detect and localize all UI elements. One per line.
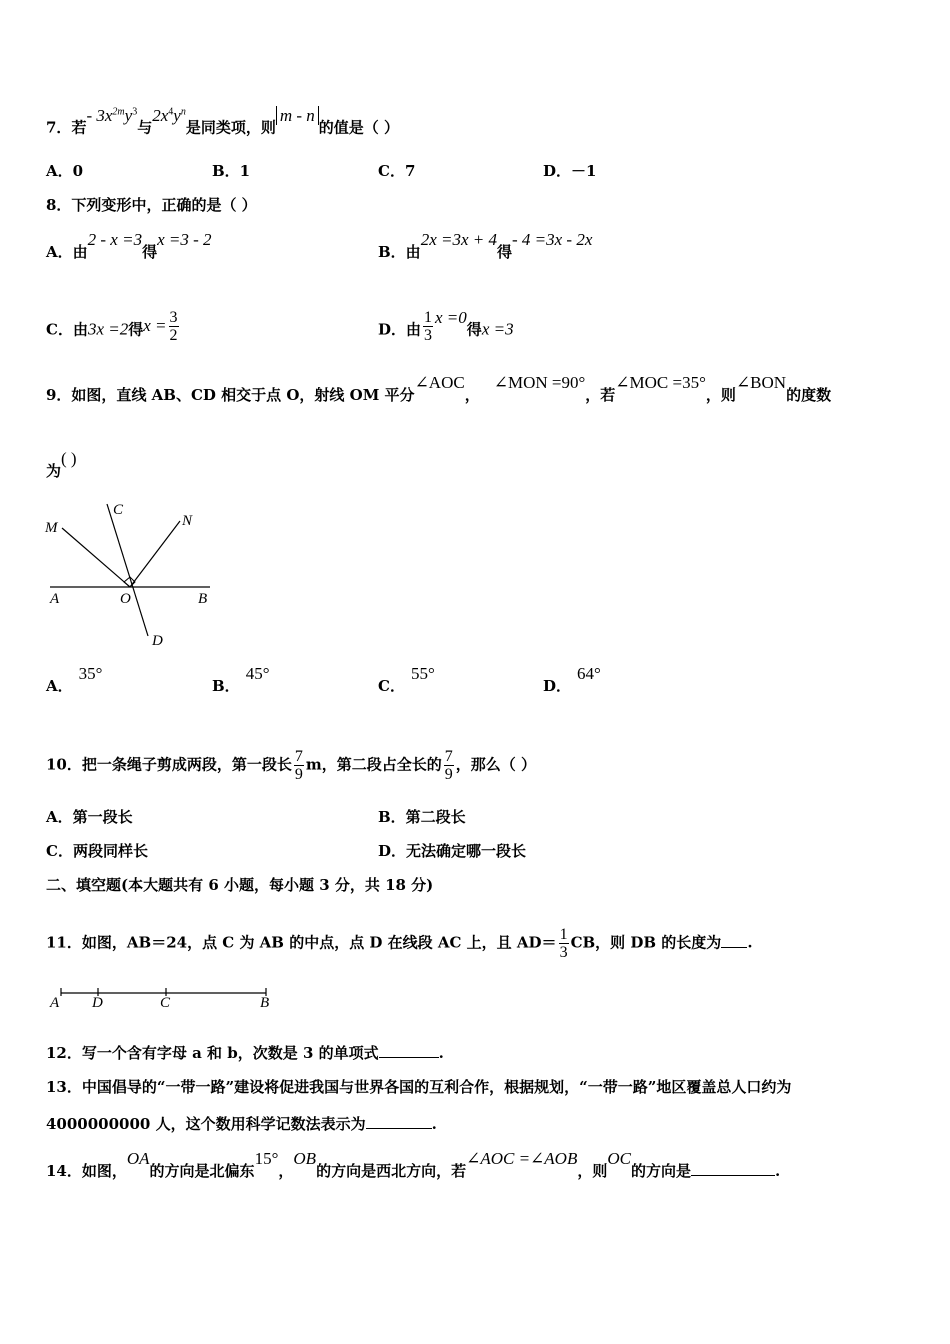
q8-stem: 8．下列变形中，正确的是（ ）	[46, 196, 257, 214]
q7-expr2: $2x^4y^n$	[152, 105, 186, 125]
q8-option-a: A．由2 - x =3得x =3 - 2	[46, 230, 212, 261]
q7-option-c: C．7	[378, 162, 416, 180]
label-d: D	[92, 995, 103, 1011]
q9-stem: 9．如图，直线 AB、CD 相交于点 O，射线 OM 平分∠AOC，∠MON =90°，若∠MOC =35°，则∠BON的度数	[46, 373, 832, 404]
label-d: D	[152, 633, 163, 648]
q14-stem: 14．如图，OA的方向是北偏东15°，OB的方向是西北方向，若∠AOC =∠AOB，则OC的方向是 .	[46, 1149, 781, 1180]
label-c: C	[113, 502, 124, 518]
q8-option-d: D．由 $\frac{1}{3}$ x =0得x =3	[378, 307, 514, 344]
q7-abs-expr: m - n	[276, 106, 319, 125]
label-c: C	[160, 995, 171, 1011]
label-o: O	[120, 591, 131, 607]
section-2-heading: 二、填空题(本大题共有 6 小题，每小题 3 分，共 18 分)	[46, 876, 434, 894]
q8-option-c: C．由3x =2得x = $\frac{3}{2}$	[46, 309, 178, 344]
q9-option-b: B．45°	[212, 664, 270, 695]
line-cd	[107, 504, 148, 636]
q7-option-d: D．－1	[543, 162, 597, 180]
q13-line1: 13．中国倡导的“一带一路”建设将促进我国与世界各国的互利合作，根据规划，“一带一路”地区覆盖总人口约为	[46, 1078, 792, 1096]
label-b: B	[260, 995, 270, 1011]
q8-option-b: B．由2x =3x + 4得- 4 =3x - 2x	[378, 230, 593, 261]
q7-option-a: A．0	[46, 162, 84, 180]
q10-option-d: D．无法确定哪一段长	[378, 842, 527, 860]
q12-stem: 12．写一个含有字母 a 和 b，次数是 3 的单项式 .	[46, 1044, 444, 1062]
q7-option-b: B．1	[212, 162, 251, 180]
q9-figure	[40, 498, 225, 648]
q11-stem: 11．如图，AB＝24，点 C 为 AB 的中点，点 D 在线段 AC 上，且 AD＝ $\frac{1}{3}$ CB，则 DB 的长度为 .	[46, 926, 753, 961]
ray-om	[62, 528, 130, 587]
q9-option-c: C．55°	[378, 664, 435, 695]
label-a: A	[50, 995, 60, 1011]
q10-option-b: B．第二段长	[378, 808, 466, 826]
q7-expr1: - $3x^{2m}y^3$	[86, 105, 138, 125]
label-m: M	[45, 520, 58, 536]
q11-figure	[46, 984, 276, 1012]
q10-option-c: C．两段同样长	[46, 842, 148, 860]
q10-option-a: A．第一段长	[46, 808, 133, 826]
label-a: A	[50, 591, 60, 607]
q10-stem: 10．把一条绳子剪成两段，第一段长 $\frac{7}{9}$ m，第二段占全长的 $\frac{7}{9}$ ，那么（ ）	[46, 748, 536, 783]
q13-line2: 4000000000 人，这个数用科学记数法表示为 .	[46, 1115, 437, 1133]
q9-option-d: D．64°	[543, 664, 601, 695]
q9-option-a: A．35°	[46, 664, 103, 695]
label-n: N	[182, 513, 193, 529]
q9-stem-cont: 为( )	[46, 449, 77, 480]
q7-stem: 7．若- $3x^{2m}y^3$与$2x^4y^n$是同类项，则m - n的值是（ ）	[46, 105, 400, 137]
ray-on	[130, 521, 180, 587]
label-b: B	[198, 591, 208, 607]
